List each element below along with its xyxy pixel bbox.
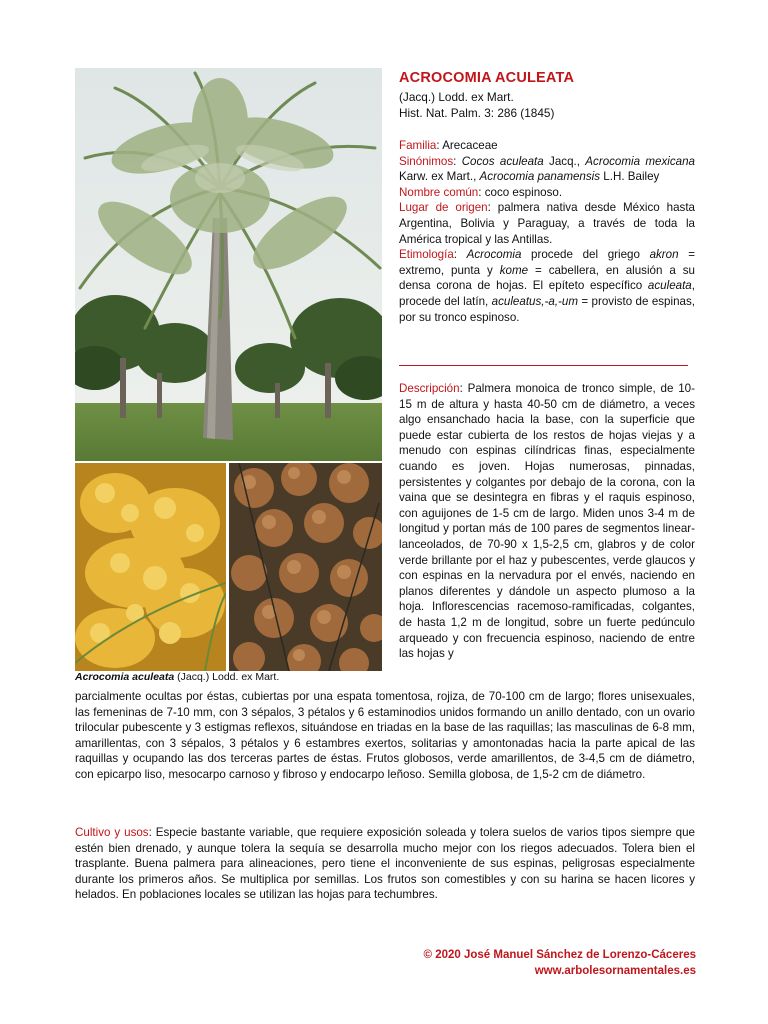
caption-author: (Jacq.) Lodd. ex Mart. xyxy=(174,671,280,683)
footer-website[interactable]: www.arbolesornamentales.es xyxy=(534,965,696,977)
field-sinonimos: Sinónimos: Cocos aculeata Jacq., Acrocomia mexicana Karw. ex Mart., Acrocomia panamensis L.H. Bailey xyxy=(399,154,696,184)
flowers-photo xyxy=(75,463,226,671)
field-lugar-origen: Lugar de origen: palmera nativa desde México hasta Argentina, Bolivia y Paraguay, a través de toda la América tropical y las Antillas. xyxy=(399,201,695,246)
caption-species: Acrocomia aculeata xyxy=(75,671,175,683)
publication-reference: Hist. Nat. Palm. 3: 286 (1845) xyxy=(399,106,555,120)
description-right: Descripción: Palmera monoica de tronco simple, de 10-15 m de altura y hasta 40-50 cm de diámetro, a veces algo ensanchado hacia la base, con la superficie que puede estar cubierta de los restos de hojas viejas y a menudo con espinas cilíndricas finas, especialmente cuando es joven. Hojas numerosas, pinnadas, persistentes y colgantes por debajo de la corona, con la vaina que se desintegra en fibras y el raquis espinoso, con aguijones de 1-5 cm de largo. Miden unos 3-4 m de longitud y portan más de 100 pares de segmentos linear-lanceolados, de 70-90 x 1,5-2,5 cm, glabros y de color verde brillante por el haz y pubescentes, verde glaucos y con espinas en la nervadura por el envés, naciendo en planos diferentes y dándole un aspecto plumoso a la hoja. Inflorescencias racemoso-ramificadas, colgantes, de hasta 1,2 m de longitud, sobre un fuerte pedúnculo arqueado y con frecuencia espinoso, naciendo de entre las hojas y xyxy=(399,382,695,661)
species-author: (Jacq.) Lodd. ex Mart. xyxy=(399,90,514,104)
field-nombre-comun: Nombre común: coco espinoso. xyxy=(399,185,563,199)
taxonomy-fields xyxy=(399,138,695,325)
species-title: ACROCOMIA ACULEATA xyxy=(399,70,575,86)
field-familia: Familia: Arecaceae xyxy=(399,139,498,152)
fruits-photo xyxy=(229,463,382,671)
cultivo-section: Cultivo y usos: Especie bastante variable, que requiere exposición soleada y tolera suelos de varios tipos siempre que estén bien drenado, y aunque tolera la sequía se desarrolla mucho mejor con los riegos adecuados. Tolera bien el trasplante. Buena palmera para alineaciones, pero tiene el inconveniente de sus espinas, peligrosas especialmente durante los primeros años. Se multiplica por semillas. Los frutos son comestibles y con su harina se hacen licores y helados. En poblaciones locales se utilizan las hojas para techumbres. xyxy=(75,826,695,902)
footer-copyright: © 2020 José Manuel Sánchez de Lorenzo-Cáceres xyxy=(423,949,696,961)
section-divider xyxy=(399,365,688,366)
palm-tree-photo xyxy=(75,68,382,461)
description-full: parcialmente ocultas por éstas, cubiertas por una espata tomentosa, rojiza, de 70-100 cm de largo; flores unisexuales, las femeninas de 7-10 mm, con 3 sépalos, 3 pétalos y 6 estaminodios unidos formando un anillo dentado, con un ovario trilocular pubescente y 3 estigmas reflexos, situándose en triadas en la base de las raquillas; las masculinas de 6-8 mm, amarillentas, con 3 sépalos, 3 pétalos y 6 estambres exertos, solitarias y amontonadas hacia la parte apical de las raquillas y ocupando las dos terceras partes de éstas. Frutos globosos, verde amarillentos, de 3-4,5 cm de diámetro, con epicarpo liso, mesocarpo carnoso y fibroso y endocarpo leñoso. Semilla globosa, de 1,5-2 cm de diámetro. xyxy=(75,690,695,781)
field-etimologia: Etimología: Acrocomia procede del griego akron = extremo, punta y kome = cabellera, en alusión a su densa corona de hojas. El epíteto específico aculeata, procede del latín, aculeatus,-a,-um = provisto de espinas, por su tronco espinoso. xyxy=(399,248,695,324)
photo-caption xyxy=(75,671,279,683)
